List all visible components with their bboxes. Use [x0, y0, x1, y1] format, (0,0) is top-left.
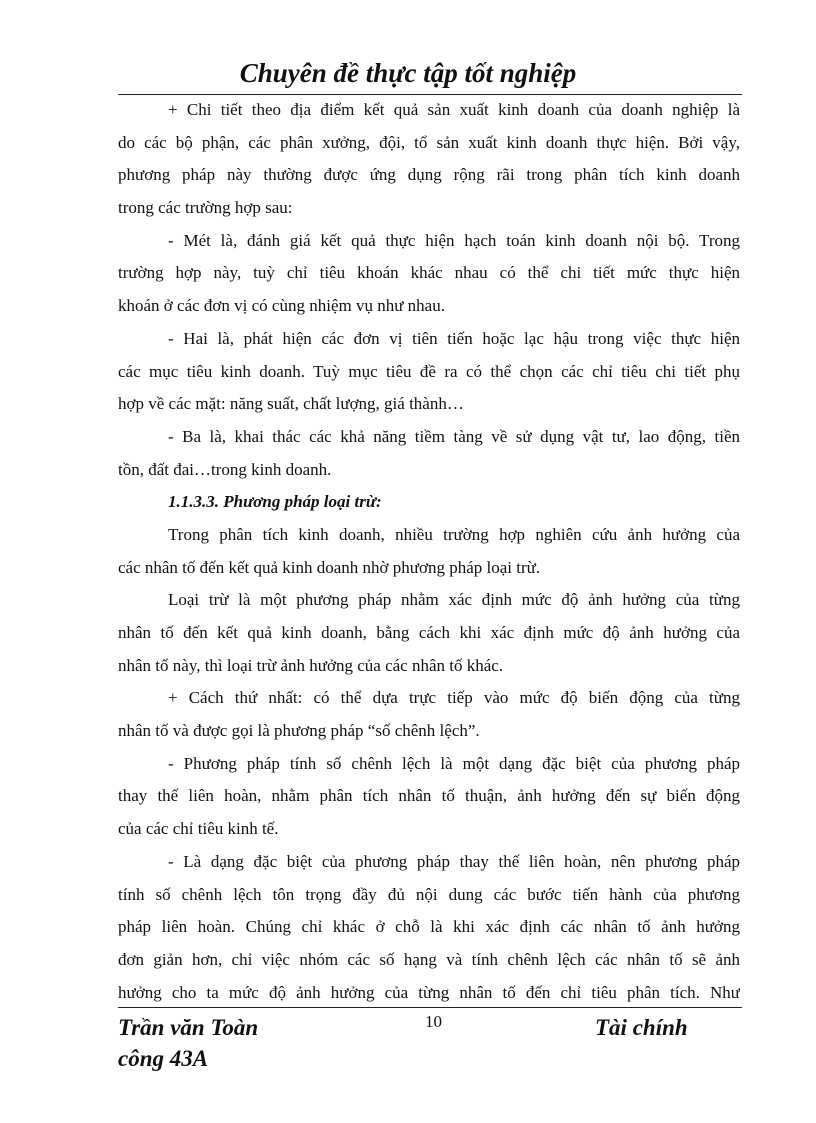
text-line: - Hai là, phát hiện các đơn vị tiên tiến hoặc lạc hậu trong việc thực hiện	[168, 328, 740, 348]
section-heading: 1.1.3.3. Phương pháp loại trừ:	[168, 492, 382, 512]
text-line: Loại trừ là một phương pháp nhằm xác định mức độ ảnh hưởng của từng	[168, 590, 740, 610]
text-line: - Mét là, đánh giá kết quả thực hiện hạch toán kinh doanh nội bộ. Trong	[168, 230, 740, 250]
text-line: pháp liên hoàn. Chúng chỉ khác ở chỗ là khi xác định các nhân tố ảnh hưởng	[118, 917, 740, 937]
text-line: hợp về các mặt: năng suất, chất lượng, giá thành…	[118, 394, 464, 414]
text-line: thay thế liên hoàn, nhằm phân tích nhân tố thuận, ảnh hưởng đến sự biến động	[118, 786, 740, 806]
text-line: nhân tố và được gọi là phương pháp “số chênh lệch”.	[118, 721, 480, 741]
text-line: do các bộ phận, các phân xưởng, đội, tổ sản xuất kinh doanh thực hiện. Bởi vậy,	[118, 132, 740, 152]
text-line: hưởng cho ta mức độ ảnh hưởng của từng nhân tố đến chỉ tiêu phân tích. Như	[118, 982, 740, 1002]
footer-author-class: công 43A	[118, 1046, 209, 1071]
document-body	[118, 94, 740, 1009]
text-line: phương pháp này thường được ứng dụng rộng rãi trong phân tích kinh doanh	[118, 165, 740, 185]
text-line: trong các trường hợp sau:	[118, 198, 293, 218]
footer-department: Tài chính	[595, 1015, 688, 1040]
footer-author-name: Trần văn Toàn	[118, 1015, 259, 1040]
text-line: đơn giản hơn, chỉ việc nhóm các số hạng và tính chênh lệch các nhân tố sẽ ảnh	[118, 949, 740, 969]
page-number: 10	[425, 1012, 442, 1031]
text-line: - Phương pháp tính số chênh lệch là một dạng đặc biệt của phương pháp	[168, 753, 740, 773]
text-line: của các chỉ tiêu kinh tế.	[118, 819, 279, 839]
text-line: tính số chênh lệch tôn trọng đầy đủ nội dung các bước tiến hành của phương	[118, 884, 740, 904]
text-line: + Cách thứ nhất: có thể dựa trực tiếp vào mức độ biến động của từng	[168, 688, 740, 708]
text-line: nhân tố đến kết quả kinh doanh, bằng cách khi xác định mức độ ảnh hưởng của	[118, 623, 740, 642]
text-line: Trong phân tích kinh doanh, nhiều trường hợp nghiên cứu ảnh hưởng của	[168, 524, 740, 544]
footer-author	[118, 1012, 258, 1074]
text-line: trường hợp này, tuỳ chỉ tiêu khoán khác nhau có thể chi tiết mức thực hiện	[118, 263, 740, 283]
text-line: - Ba là, khai thác các khả năng tiềm tàng về sử dụng vật tư, lao động, tiền	[168, 426, 740, 446]
text-line: - Là dạng đặc biệt của phương pháp thay thế liên hoàn, nên phương pháp	[168, 851, 740, 871]
text-line: các mục tiêu kinh doanh. Tuỳ mục tiêu đề ra có thể chọn các chỉ tiêu chi tiết phụ	[118, 361, 740, 381]
text-line: + Chi tiết theo địa điểm kết quả sản xuất kinh doanh của doanh nghiệp là	[168, 100, 740, 119]
footer-divider	[118, 1007, 742, 1008]
text-line: tồn, đất đai…trong kinh doanh.	[118, 459, 332, 479]
text-line: nhân tố này, thì loại trừ ảnh hưởng của các nhân tố khác.	[118, 655, 504, 675]
text-line: khoán ở các đơn vị có cùng nhiệm vụ như nhau.	[118, 296, 445, 316]
text-line: các nhân tố đến kết quả kinh doanh nhờ phương pháp loại trừ.	[118, 557, 541, 577]
page-header-title: Chuyên đề thực tập tốt nghiệp	[239, 58, 577, 88]
